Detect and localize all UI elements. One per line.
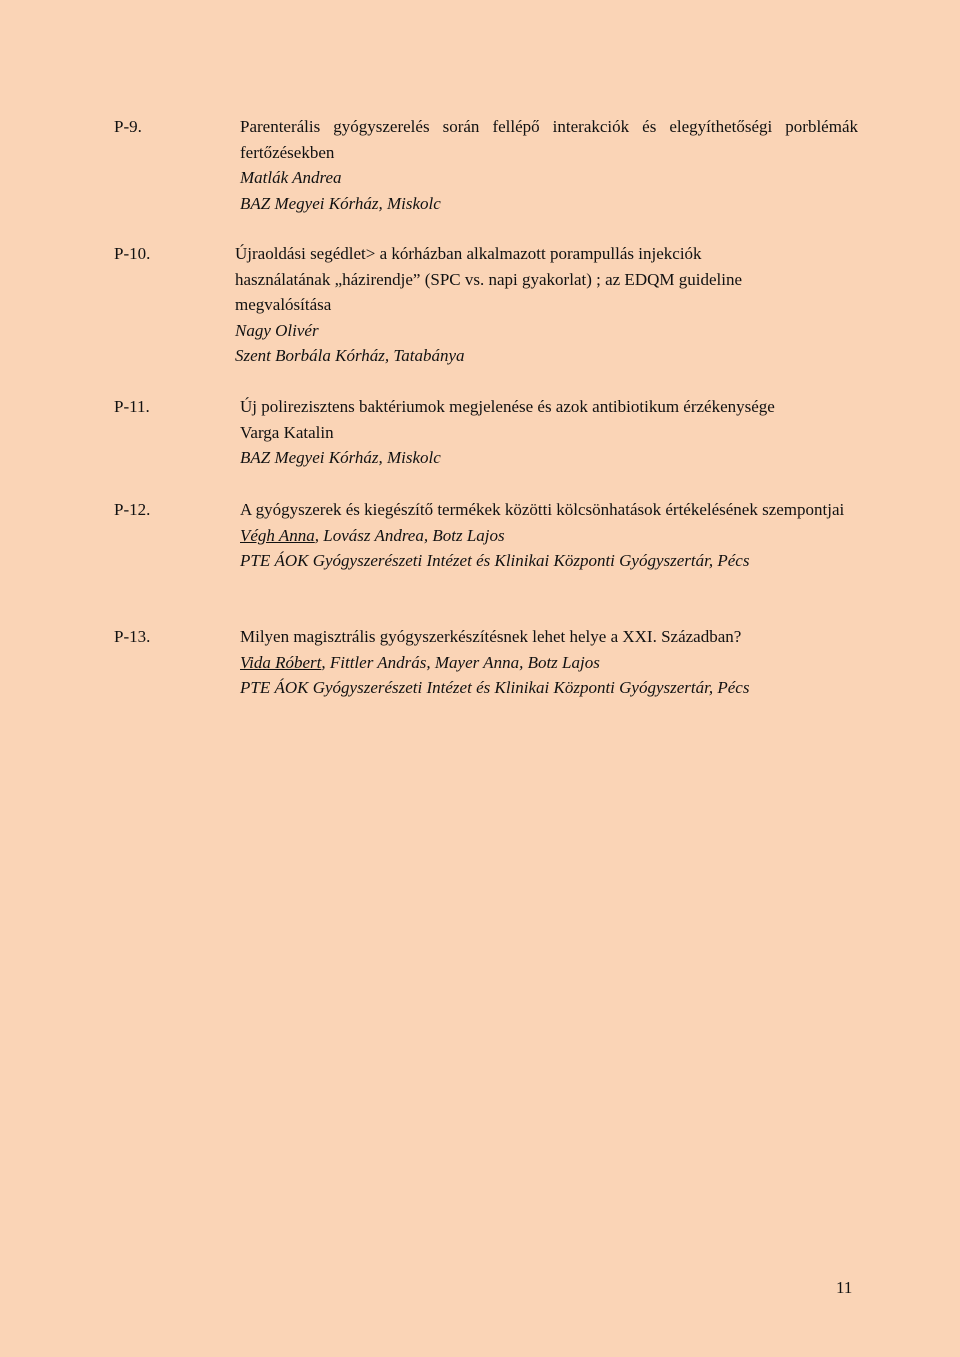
- poster-code: P-11.: [114, 397, 150, 416]
- poster-authors: [240, 523, 858, 549]
- poster-affiliation: Szent Borbála Kórház, Tatabánya: [235, 346, 465, 365]
- presenting-author: Végh Anna: [240, 525, 315, 545]
- poster-title: A gyógyszerek és kiegészítő termékek közötti kölcsönhatások értékelésének szempontjai: [240, 500, 845, 519]
- poster-title-line: használatának „házirendje” (SPC vs. napi gyakorlat) ; az EDQM guideline: [235, 269, 742, 289]
- poster-code: P-9.: [114, 117, 142, 136]
- poster-title-line: Újraoldási segédlet> a kórházban alkalmazott porampullás injekciók: [235, 244, 702, 263]
- poster-title-line: megvalósítása: [235, 295, 332, 314]
- poster-title: Új polirezisztens baktériumok megjelenése és azok antibiotikum érzékenysége: [240, 397, 775, 416]
- poster-authors: Matlák Andrea: [240, 168, 342, 187]
- poster-code: P-10.: [114, 244, 151, 263]
- poster-affiliation: PTE ÁOK Gyógyszerészeti Intézet és Klinikai Központi Gyógyszertár, Pécs: [240, 551, 750, 570]
- poster-affiliation: BAZ Megyei Kórház, Miskolc: [240, 193, 441, 213]
- poster-body: [235, 241, 853, 369]
- poster-body: [240, 497, 858, 574]
- poster-code: P-13.: [114, 627, 151, 646]
- co-authors: , Lovász Andrea, Botz Lajos: [314, 525, 505, 545]
- poster-code: P-12.: [114, 500, 151, 519]
- poster-affiliation: PTE ÁOK Gyógyszerészeti Intézet és Klinikai Központi Gyógyszertár, Pécs: [240, 678, 750, 697]
- page-number: 11: [836, 1278, 853, 1297]
- poster-body: [240, 624, 858, 701]
- poster-authors: Nagy Olivér: [235, 320, 319, 340]
- poster-body: [240, 114, 858, 216]
- co-authors: , Fittler András, Mayer Anna, Botz Lajos: [321, 652, 600, 672]
- poster-title: [235, 241, 853, 318]
- poster-authors: Varga Katalin: [240, 422, 334, 442]
- poster-title: Parenterális gyógyszerelés során fellépő interakciók és elegyíthetőségi porblémák fertőzésekben: [240, 117, 858, 162]
- poster-affiliation: BAZ Megyei Kórház, Miskolc: [240, 448, 441, 467]
- poster-title: Milyen magisztrális gyógyszerkészítésnek lehet helye a XXI. Században?: [240, 627, 742, 646]
- poster-body: [240, 394, 858, 471]
- poster-authors: [240, 650, 858, 676]
- presenting-author: Vida Róbert: [240, 652, 322, 672]
